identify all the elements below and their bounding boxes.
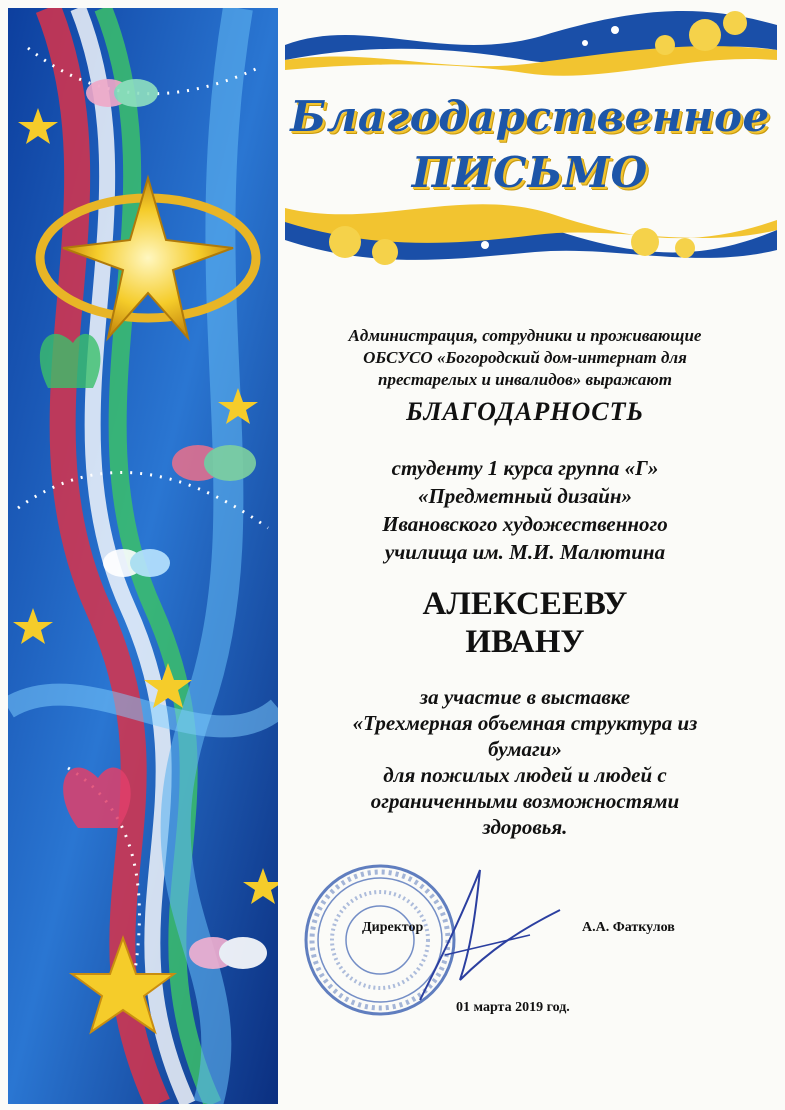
letter-date: 01 марта 2019 год. <box>456 1000 570 1015</box>
title-line-2: ПИСЬМО <box>411 148 649 197</box>
reason-line: бумаги» <box>488 737 562 761</box>
gratitude-heading: БЛАГОДАРНОСТЬ <box>406 397 644 426</box>
decorative-left-panel <box>8 8 278 1104</box>
student-line: студенту 1 курса группа «Г» <box>391 456 659 480</box>
intro-line: ОБСУСО «Богородский дом-интернат для <box>363 348 687 367</box>
intro-line: престарелых и инвалидов» выражают <box>378 370 672 389</box>
student-line: Ивановского художественного <box>382 512 668 536</box>
reason-text <box>295 684 755 840</box>
signer-name: А.А. Фаткулов <box>582 920 675 935</box>
recipient-firstname: ИВАНУ <box>465 624 585 660</box>
student-line: училища им. М.И. Малютина <box>384 540 666 564</box>
title-line-1: Благодарственное <box>290 92 770 141</box>
reason-line: «Трехмерная объемная структура из <box>352 711 698 735</box>
intro-line: Администрация, сотрудники и проживающие <box>348 326 702 345</box>
reason-line: ограниченными возможностями <box>370 789 680 813</box>
student-line: «Предметный дизайн» <box>417 484 633 508</box>
reason-line: за участие в выставке <box>419 685 631 709</box>
signer-title: Директор <box>362 920 424 935</box>
recipient-surname: АЛЕКСЕЕВУ <box>422 586 628 622</box>
intro-text <box>295 325 755 391</box>
decorative-artwork <box>8 8 278 1104</box>
reason-line: для пожилых людей и людей с <box>383 763 667 787</box>
director-signature <box>400 860 570 1010</box>
recipient-name <box>295 585 755 661</box>
bottom-wave-banner <box>285 190 777 270</box>
student-text <box>295 454 755 566</box>
reason-line: здоровья. <box>482 815 568 839</box>
top-wave-banner <box>285 5 777 85</box>
